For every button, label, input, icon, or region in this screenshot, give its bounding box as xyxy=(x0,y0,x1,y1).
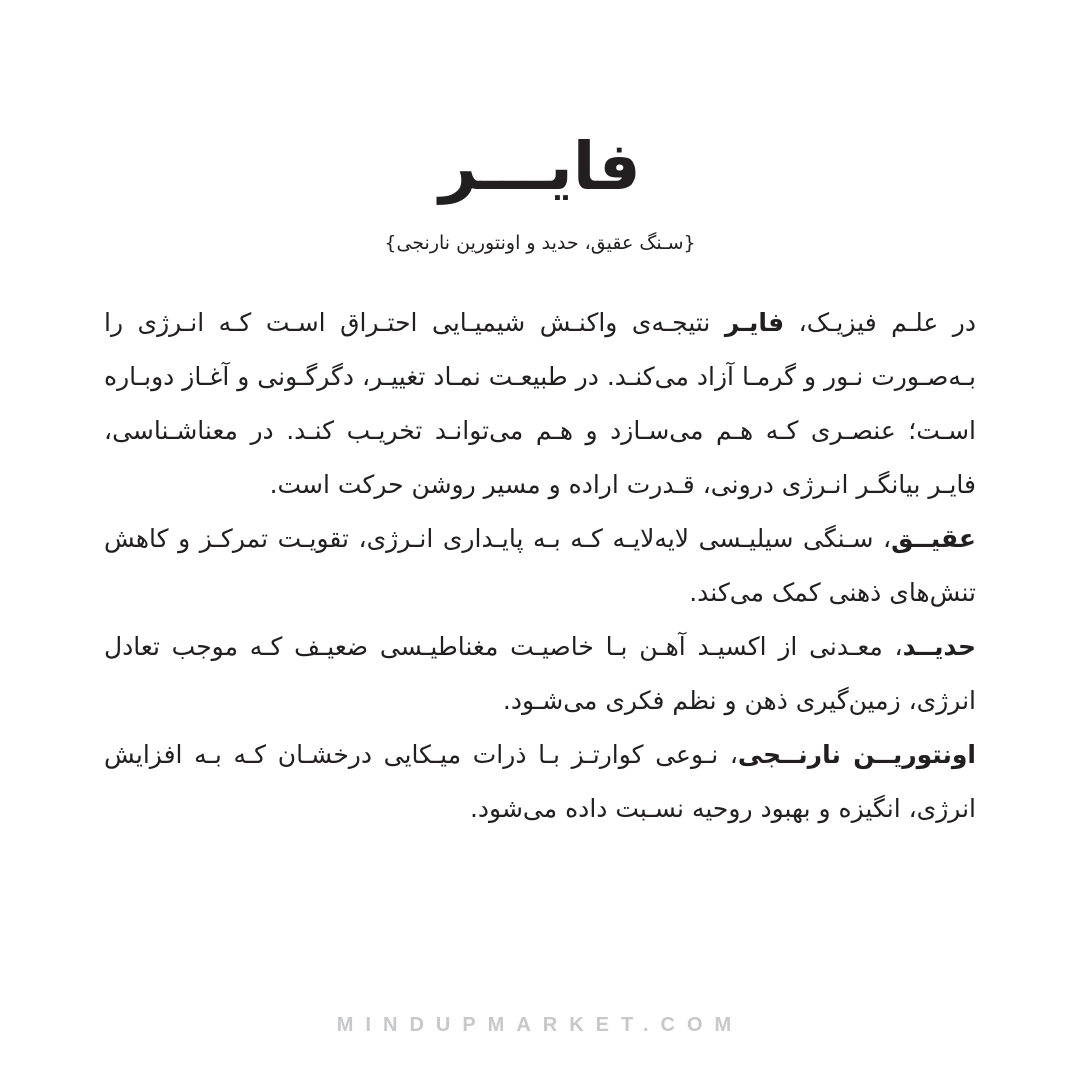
paragraph-hematite xyxy=(104,620,976,728)
paragraph-fire xyxy=(104,296,976,512)
paragraph-aventurine xyxy=(104,728,976,836)
paragraph-agate-text: ، سـنگی سیلیـسی لایه‌لایـه کـه بـه پایـداری انـرژی، تقویـت تمرکـز و کاهش تنش‌های ذهنی کمک می‌کند. xyxy=(104,524,976,607)
paragraph-aventurine-text: ، نـوعی کوارتـز بـا ذرات میـکایی درخشـان کـه بـه افزایش انرژی، انگیزه و بهبود روحیه نسـبت داده می‌شود. xyxy=(104,740,976,823)
paragraph-agate xyxy=(104,512,976,620)
footer-website: MINDUPMARKET.COM xyxy=(336,1014,744,1036)
paragraph-hematite-text: ، معـدنی از اکسیـد آهـن بـا خاصیـت مغناطیـسی ضعیـف کـه موجب تعادل انرژی، زمین‌گیری ذهن و نظم فکری می‌شـود. xyxy=(104,632,976,715)
paragraph-fire-term: فایـر xyxy=(724,308,785,337)
paragraph-fire-intro: در علـم فیزیـک، xyxy=(784,308,977,337)
paragraph-fire-text: نتیجـه‌ی واکنـش شیمیـایی احتـراق اسـت کـه انـرژی را بـه‌صـورت نـور و گرمـا آزاد می‌کنـد. در طبیعـت نمـاد تغییـر، دگرگـونی و آغـاز دوبـاره اسـت؛ عنصـری کـه هـم می‌سـازد و هـم می‌توانـد تخریـب کنـد. در معناشـناسی، فایـر بیانگـر انـرژی درونی، قـدرت اراده و مسیر روشن حرکت است. xyxy=(104,308,976,499)
body-text xyxy=(104,296,976,836)
page-subtitle: {سـنگ عقیق، حدید و اونتورین نارنجی} xyxy=(384,232,696,254)
paragraph-agate-term: عقیــق xyxy=(891,524,976,553)
paragraph-hematite-term: حدیــد xyxy=(902,632,976,661)
page-title: فایـــر xyxy=(439,128,641,205)
paragraph-aventurine-term: اونتوریــن نارنــجی xyxy=(737,740,976,769)
